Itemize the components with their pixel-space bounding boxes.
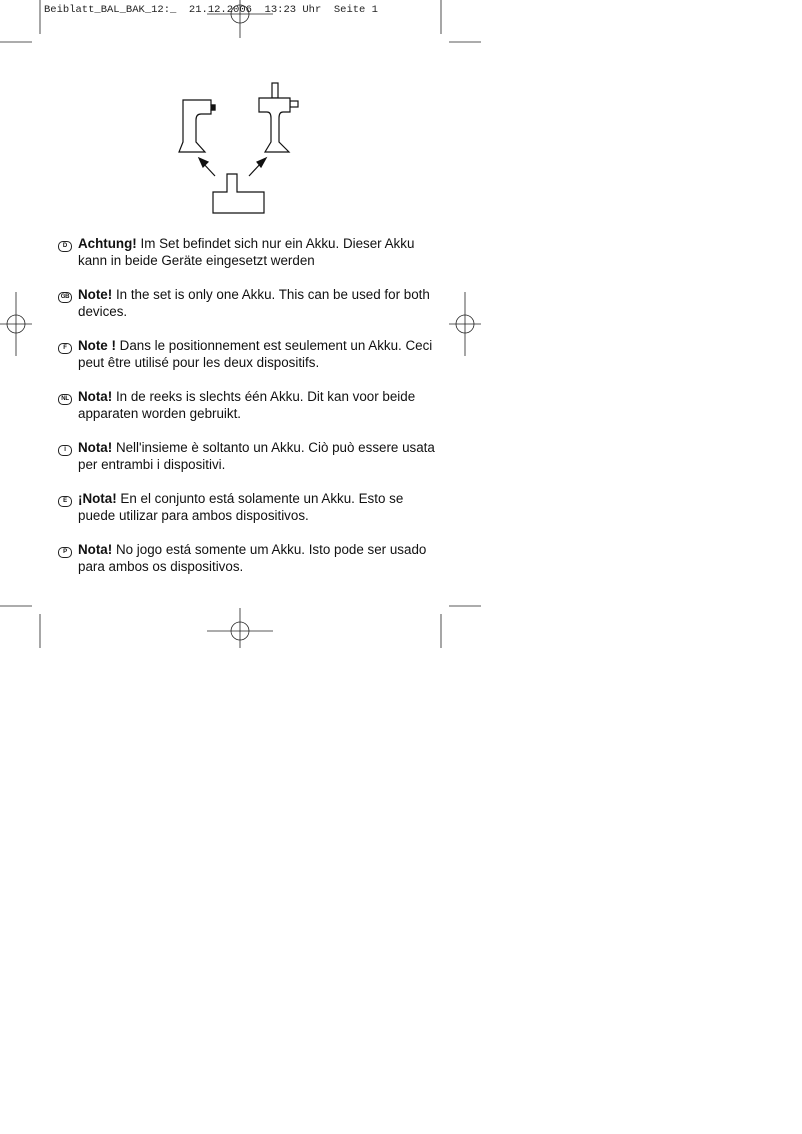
language-badge-gb: GB	[58, 292, 72, 303]
language-badge-es: E	[58, 496, 72, 507]
note-de	[58, 235, 438, 269]
note-text: In de reeks is slechts één Akku. Dit kan voor beide apparaten worden gebruikt.	[78, 389, 416, 421]
note-lead: Achtung!	[78, 236, 137, 251]
arrow-icon	[199, 158, 266, 176]
note-text: Im Set befindet sich nur ein Akku. Dieser Akku kann in beide Geräte eingesetzt werden	[78, 236, 415, 268]
note-lead: ¡Nota!	[78, 491, 117, 506]
note-nl	[58, 388, 438, 422]
multilingual-notes	[58, 235, 438, 592]
language-badge-nl: NL	[58, 394, 72, 405]
note-text: No jogo está somente um Akku. Isto pode ser usado para ambos os dispositivos.	[78, 542, 427, 574]
angled-tool-outline	[179, 100, 215, 152]
language-badge-de: D	[58, 241, 72, 252]
battery-compatibility-illustration	[175, 80, 315, 220]
language-badge-fr: F	[58, 343, 72, 354]
note-text: Dans le positionnement est seulement un Akku. Ceci peut être utilisé pour les deux dispositifs.	[78, 338, 433, 370]
upright-tool-outline	[259, 83, 298, 152]
note-it	[58, 439, 438, 473]
note-pt	[58, 541, 438, 575]
language-badge-pt: P	[58, 547, 72, 558]
note-lead: Note !	[78, 338, 116, 353]
battery-pack-outline	[213, 174, 264, 213]
note-fr	[58, 337, 438, 371]
note-es	[58, 490, 438, 524]
note-lead: Nota!	[78, 542, 113, 557]
note-text: Nell'insieme è soltanto un Akku. Ciò può essere usata per entrambi i dispositivi.	[78, 440, 435, 472]
language-badge-it: I	[58, 445, 72, 456]
note-lead: Nota!	[78, 440, 113, 455]
print-slug: Beiblatt_BAL_BAK_12:_ 21.12.2006 13:23 Uhr Seite 1	[44, 4, 378, 16]
note-text: En el conjunto está solamente un Akku. Esto se puede utilizar para ambos dispositivos.	[78, 491, 404, 523]
note-lead: Nota!	[78, 389, 113, 404]
note-lead: Note!	[78, 287, 113, 302]
note-gb	[58, 286, 438, 320]
note-text: In the set is only one Akku. This can be used for both devices.	[78, 287, 430, 319]
